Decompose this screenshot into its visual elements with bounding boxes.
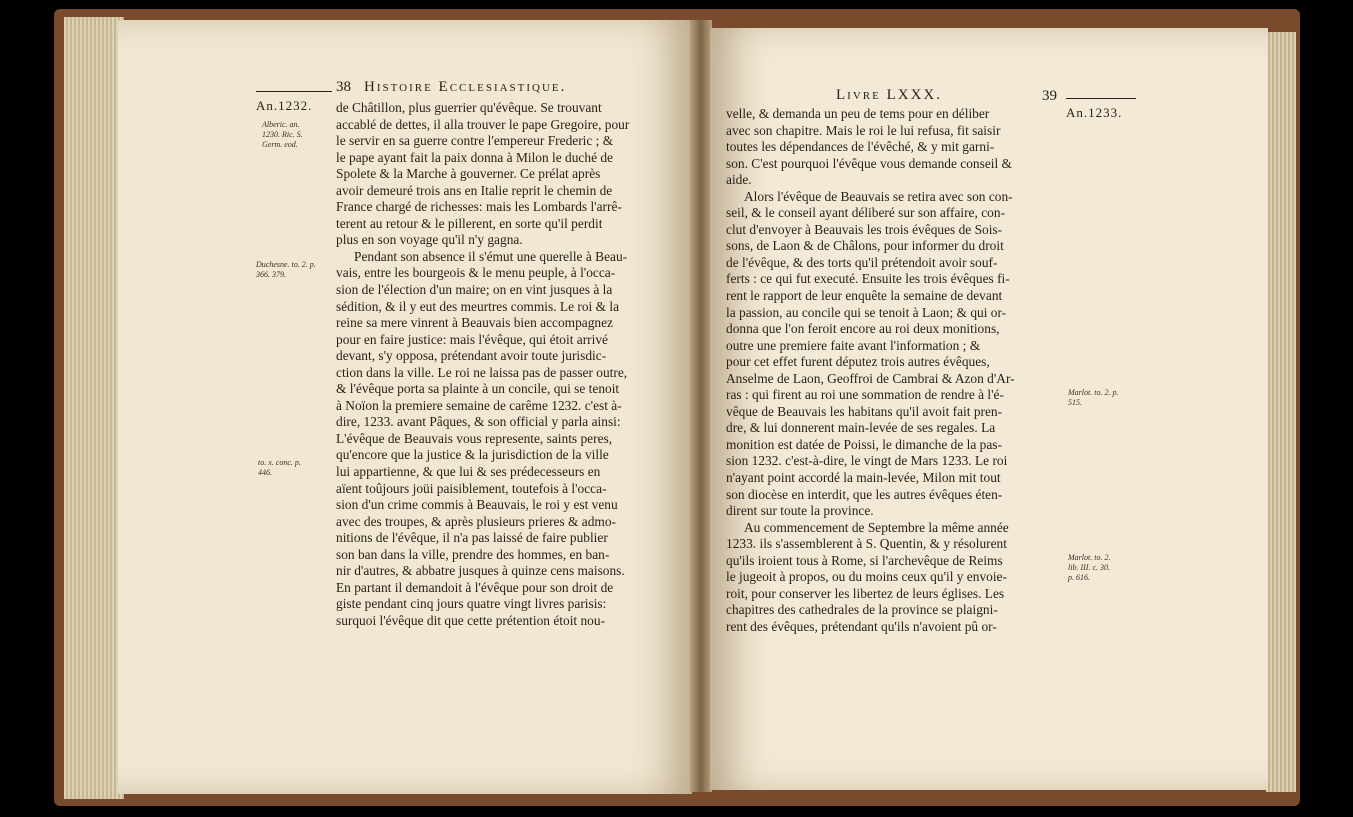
text-line: sons, de Laon & de Châlons, pour informer du droit	[726, 238, 1004, 254]
text-line: accablé de dettes, il alla trouver le pape Gregoire, pour	[336, 116, 630, 132]
text-line: le pape ayant fait la paix donna à Milon le duché de	[336, 149, 614, 165]
text-line: ras : qui firent au roi une sommation de rendre à l'é-	[726, 387, 1004, 403]
text-line: sion 1232. c'est-à-dire, le vingt de Mars 1233. Le roi	[726, 453, 1008, 469]
text-line: velle, & demanda un peu de tems pour en déliber	[726, 106, 990, 121]
text-line: Spolete & la Marche à gouverner. Ce prélat après	[336, 166, 601, 182]
text-line: qu'encore que la justice & la jurisdiction de la ville	[336, 447, 609, 463]
text-line: sion de l'élection d'un maire; on en vint jusques à la	[336, 282, 613, 298]
text-line: plus en son voyage qu'il n'y gagna.	[336, 232, 523, 248]
text-line: la passion, au concile qui se tenoit à Laon; & qui or-	[726, 304, 1007, 320]
text-line: dire, 1233. avant Pâques, & son official y parla ainsi:	[336, 414, 621, 430]
left-year: An.1232.	[256, 98, 313, 113]
text-line: à Noïon la premiere semaine de carême 1232. c'est à-	[336, 397, 622, 413]
text-line: En partant il demandoit à l'évêque pour son droit de	[336, 579, 614, 595]
text-line: toutes les dépendances de l'évêché, & y mit garni-	[726, 139, 995, 155]
text-line: nitions de l'évêque, il n'a pas laissé de faire publier	[336, 530, 608, 546]
margin-note: Duchesne. to. 2. p. 366. 379.	[256, 260, 316, 279]
text-line: monition est datée de Poissi, le dimanche de la pas-	[726, 436, 1002, 452]
text-line: aïent toûjours joüi paisiblement, toutefois à l'occa-	[336, 480, 607, 496]
text-line: son ban dans la ville, prendre des hommes, en ban-	[336, 546, 610, 562]
left-page-number: 38	[336, 79, 351, 95]
text-line: Au commencement de Septembre la même année	[744, 519, 1009, 535]
book-gutter	[690, 20, 712, 792]
year-rule-left	[256, 91, 332, 92]
text-line: France chargé de richesses: mais les Lombards l'arrê-	[336, 199, 622, 215]
text-line: vais, entre les bourgeois & le menu peuple, à l'occa-	[336, 265, 616, 281]
text-line: son. C'est pourquoi l'évêque vous demande conseil &	[726, 155, 1012, 171]
left-running-head: Histoire Ecclesiastique.	[364, 79, 567, 95]
text-line: ction dans la ville. Le roi ne laissa pas de passer outre,	[336, 364, 628, 380]
text-line: avoir demeuré trois ans en Italie reprit le chemin de	[336, 182, 613, 198]
margin-note: Alberic. an. 1230. Ric. S. Germ. eod.	[262, 120, 303, 149]
text-line: avec des troupes, & après plusieurs prieres & admo-	[336, 513, 617, 529]
text-line: roit, pour conserver les libertez de leurs églises. Les	[726, 585, 1005, 601]
left-page-text	[336, 100, 682, 630]
text-line: sion d'un crime commis à Beauvais, le roi y est venu	[336, 497, 618, 513]
text-line: dirent sur toute la province.	[726, 503, 874, 519]
margin-note: Marlot. to. 2. lib. III. c. 30. p. 616.	[1068, 553, 1111, 582]
text-line: ferts : ce qui fut executé. Ensuite les trois évêques fi-	[726, 271, 1010, 287]
text-line: pour cet effet furent députez trois autres évêques,	[726, 354, 990, 370]
text-line: L'évêque de Beauvais vous represente, saints peres,	[336, 430, 613, 446]
right-page-text	[726, 106, 1062, 636]
right-year: An.1233.	[1066, 105, 1123, 120]
text-line: clut d'envoyer à Beauvais les trois évêques de Sois-	[726, 221, 1003, 237]
text-line: Alors l'évêque de Beauvais se retira avec son con-	[744, 188, 1013, 204]
text-line: son diocèse en interdit, que les autres évêques éten-	[726, 486, 1003, 502]
text-line: pour en faire justice: mais l'évêque, qui étoit arrivé	[336, 331, 608, 347]
text-line: dre, & lui donnerent main-levée de ses regales. La	[726, 420, 996, 436]
text-line: n'ayant point accordé la main-levée, Milon mit tout	[726, 470, 1001, 486]
text-line: terent au retour & le pillerent, en sorte qu'il perdit	[336, 215, 603, 231]
text-line: seil, & le conseil ayant déliberé sur son affaire, con-	[726, 205, 1005, 221]
text-line: giste pendant cinq jours quatre vingt livres parisis:	[336, 596, 607, 612]
year-rule-right	[1066, 98, 1136, 99]
text-line: vêque de Beauvais les habitans qu'il avoit fait pren-	[726, 403, 1003, 419]
text-line: le jugeoit à propos, ou du moins ceux qu'il y envoie-	[726, 569, 1007, 585]
text-line: Pendant son absence il s'émut une querelle à Beau-	[354, 248, 628, 264]
text-line: reine sa mere vinrent à Beauvais bien accompagnez	[336, 315, 613, 331]
right-running-head: Livre LXXX.	[836, 87, 942, 103]
text-line: outre une premiere faite avant l'information ; &	[726, 337, 981, 353]
text-line: Anselme de Laon, Geoffroi de Cambrai & Azon d'Ar-	[726, 370, 1015, 386]
right-page-number: 39	[1042, 88, 1057, 104]
text-line: rent le rapport de leur enquête la semaine de devant	[726, 288, 1003, 304]
text-line: devant, s'y opposa, prétendant avoir toute jurisdic-	[336, 348, 607, 364]
margin-note: to. x. conc. p. 446.	[258, 458, 301, 477]
text-line: surquoi l'évêque dit que cette prétention étoit nou-	[336, 612, 606, 628]
page-edges-right	[1266, 32, 1296, 792]
text-line: sédition, & il y eut des meurtres commis. Le roi & la	[336, 298, 620, 314]
text-line: de Châtillon, plus guerrier qu'évêque. Se trouvant	[336, 100, 602, 115]
text-line: qu'ils iroient tous à Rome, si l'archevêque de Reims	[726, 552, 1003, 568]
text-line: rent des évêques, prétendant qu'ils n'avoient pû or-	[726, 618, 997, 634]
text-line: avec son chapitre. Mais le roi le lui refusa, fit saisir	[726, 122, 1001, 138]
text-line: lui appartienne, & que lui & ses prédecesseurs en	[336, 464, 601, 480]
text-line: 1233. ils s'assemblerent à S. Quentin, & y résolurent	[726, 536, 1007, 552]
text-line: aide.	[726, 172, 752, 188]
margin-note: Marlot. to. 2. p. 515.	[1068, 388, 1119, 407]
text-line: & l'évêque porta sa plainte à un concile, qui se tenoit	[336, 381, 620, 397]
text-line: chapitres des cathedrales de la province se plaigni-	[726, 602, 998, 618]
text-line: de l'évêque, & des torts qu'il prétendoit avoir souf-	[726, 254, 998, 270]
text-line: le servir en sa guerre contre l'empereur Frederic ; &	[336, 133, 614, 149]
text-line: donna que l'on feroit encore au roi deux monitions,	[726, 321, 1000, 337]
page-edges-left	[64, 17, 124, 799]
text-line: nir d'autres, & abbatre jusques à quinze cens maisons.	[336, 563, 625, 579]
